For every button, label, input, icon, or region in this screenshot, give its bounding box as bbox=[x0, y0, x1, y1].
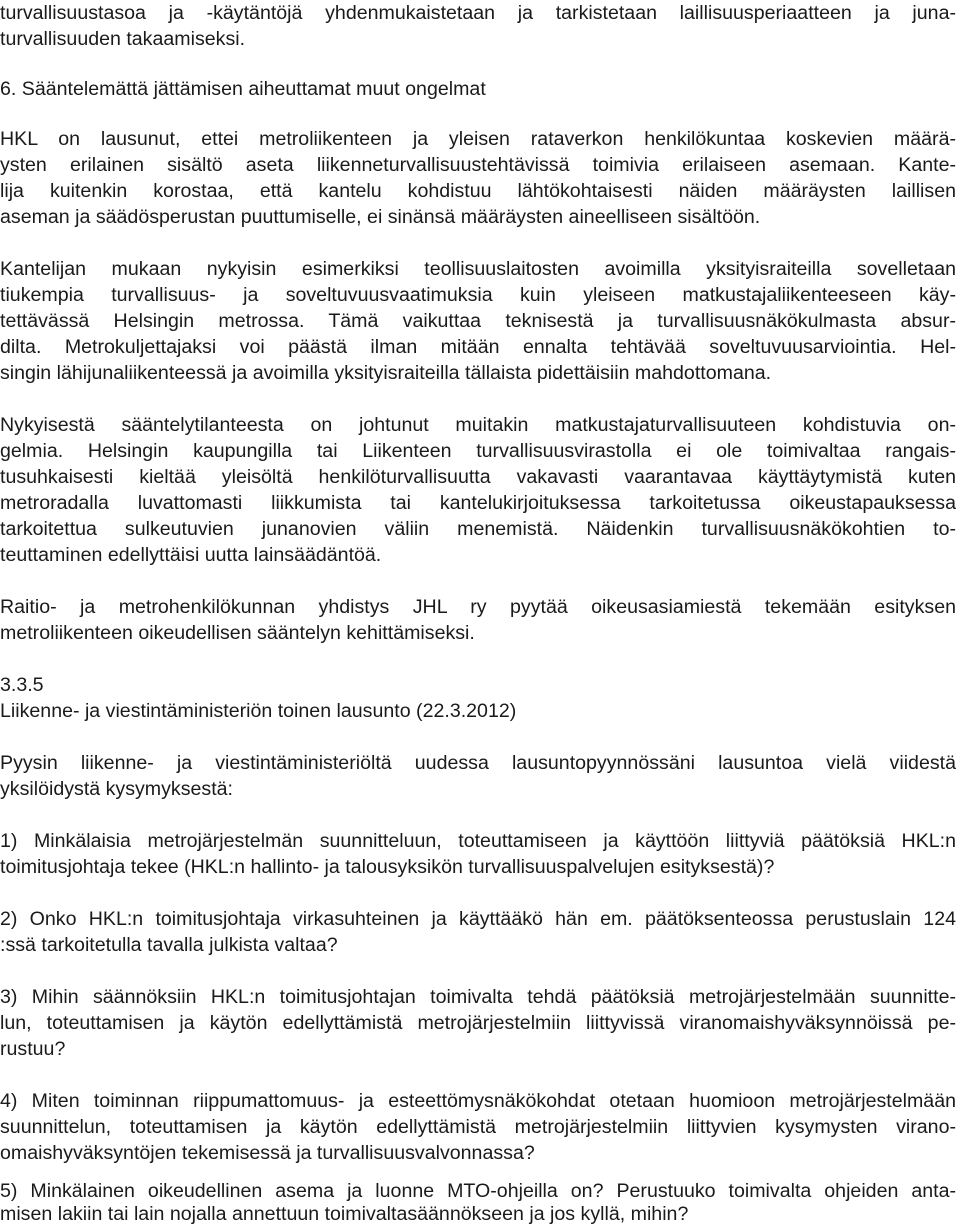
body-text-line: aseman ja säädösperustan puuttumiselle, ei sinänsä määräysten aineelliseen sisältöön. bbox=[0, 206, 761, 228]
body-text-line: Nykyisestä sääntelytilanteesta on johtunut muitakin matkustajaturvallisuuteen kohdistuvia on- bbox=[0, 414, 956, 436]
body-text-line: lija kuitenkin korostaa, että kantelu kohdistuu lähtökohtaisesti näiden määräysten laillisen bbox=[0, 180, 956, 202]
question-5: 5) Minkälainen oikeudellinen asema ja luonne MTO-ohjeilla on? Perustuuko toimivalta ohjeiden anta- bbox=[0, 1180, 956, 1202]
body-text-line: Pyysin liikenne- ja viestintäministeriöltä uudessa lausuntopyynnössäni lausuntoa vielä viidestä bbox=[0, 752, 956, 774]
question-1: 1) Minkälaisia metrojärjestelmän suunnitteluun, toteuttamiseen ja käyttöön liittyviä päätöksiä HKL:n bbox=[0, 830, 956, 852]
body-text-line: metroliikenteen oikeudellisen sääntelyn kehittämiseksi. bbox=[0, 622, 475, 644]
body-text-line: HKL on lausunut, ettei metroliikenteen ja yleisen rataverkon henkilökuntaa koskevien määrä- bbox=[0, 128, 956, 150]
body-text-line: turvallisuustasoa ja -käytäntöjä yhdenmukaistetaan ja tarkistetaan laillisuusperiaatteen ja juna- bbox=[0, 2, 956, 24]
body-text-line: yksilöidystä kysymyksestä: bbox=[0, 778, 234, 800]
question-3: rustuu? bbox=[0, 1038, 66, 1060]
body-text-line: Raitio- ja metrohenkilökunnan yhdistys JHL ry pyytää oikeusasiamiestä tekemään esityksen bbox=[0, 596, 956, 618]
section-heading: 6. Sääntelemättä jättämisen aiheuttamat muut ongelmat bbox=[0, 78, 486, 100]
body-text-line: tarkoitettua sulkeutuvien junanovien väliin menemistä. Näidenkin turvallisuusnäkökohtien to- bbox=[0, 518, 956, 540]
question-1: toimitusjohtaja tekee (HKL:n hallinto- ja talousyksikön turvallisuuspalvelujen esityksestä)? bbox=[0, 856, 775, 878]
body-text-line: singin lähijunaliikenteessä ja avoimilla yksityisraiteilla tällaista pidettäisiin mahdottomana. bbox=[0, 362, 772, 384]
body-text-line: dilta. Metrokuljettajaksi voi päästä ilman mitään ennalta tehtävää soveltuvuusarviointia. Hel- bbox=[0, 336, 956, 358]
question-4: omaishyväksyntöjen tekemisessä ja turvallisuusvalvonnassa? bbox=[0, 1142, 535, 1164]
body-text-line: teuttaminen edellyttäisi uutta lainsäädäntöä. bbox=[0, 544, 382, 566]
body-text-line: tusuhkaisesti kieltää yleisöltä henkilöturvallisuutta vakavasti vaarantavaa käyttäytymistä kuten bbox=[0, 466, 956, 488]
question-3: 3) Mihin säännöksiin HKL:n toimitusjohtajan toimivalta tehdä päätöksiä metrojärjestelmään suunnitte- bbox=[0, 986, 956, 1008]
question-2: 2) Onko HKL:n toimitusjohtaja virkasuhteinen ja käyttääkö hän em. päätöksenteossa perustuslain 124 bbox=[0, 908, 956, 930]
body-text-line: turvallisuuden takaamiseksi. bbox=[0, 28, 246, 50]
body-text-line: metroradalla luvattomasti liikkumista tai kantelukirjoituksessa tarkoitetussa oikeustapauksessa bbox=[0, 492, 956, 514]
question-3: lun, toteuttamisen ja käytön edellyttämistä metrojärjestelmiin liittyvissä viranomaishyväksynnöissä pe- bbox=[0, 1012, 956, 1034]
body-text-line: tiukempia turvallisuus- ja soveltuvuusvaatimuksia kuin yleiseen matkustajaliikenteeseen käy- bbox=[0, 284, 956, 306]
question-5: misen lakiin tai lain nojalla annettuun toimivaltasäännökseen ja jos kyllä, mihin? bbox=[0, 1203, 689, 1225]
question-4: 4) Miten toiminnan riippumattomuus- ja esteettömysnäkökohdat otetaan huomioon metrojärjestelmään bbox=[0, 1090, 956, 1112]
body-text-line: ysten erilainen sisältö aseta liikenneturvallisuustehtävissä toimivia erilaiseen asemaan. Kante- bbox=[0, 154, 956, 176]
body-text-line: gelmia. Helsingin kaupungilla tai Liikenteen turvallisuusvirastolla ei ole toimivaltaa rangais- bbox=[0, 440, 956, 462]
section-number: 3.3.5 bbox=[0, 674, 44, 696]
body-text-line: tettävässä Helsingin metrossa. Tämä vaikuttaa teknisestä ja turvallisuusnäkökulmasta absur- bbox=[0, 310, 956, 332]
question-4: suunnittelun, toteuttamisen ja käytön edellyttämistä metrojärjestelmiin liittyvien kysymysten virano- bbox=[0, 1116, 956, 1138]
section-heading: Liikenne- ja viestintäministeriön toinen lausunto (22.3.2012) bbox=[0, 700, 517, 722]
question-2: :ssä tarkoitetulla tavalla julkista valtaa? bbox=[0, 934, 338, 956]
body-text-line: Kantelijan mukaan nykyisin esimerkiksi teollisuuslaitosten avoimilla yksityisraiteilla sovelletaan bbox=[0, 258, 956, 280]
